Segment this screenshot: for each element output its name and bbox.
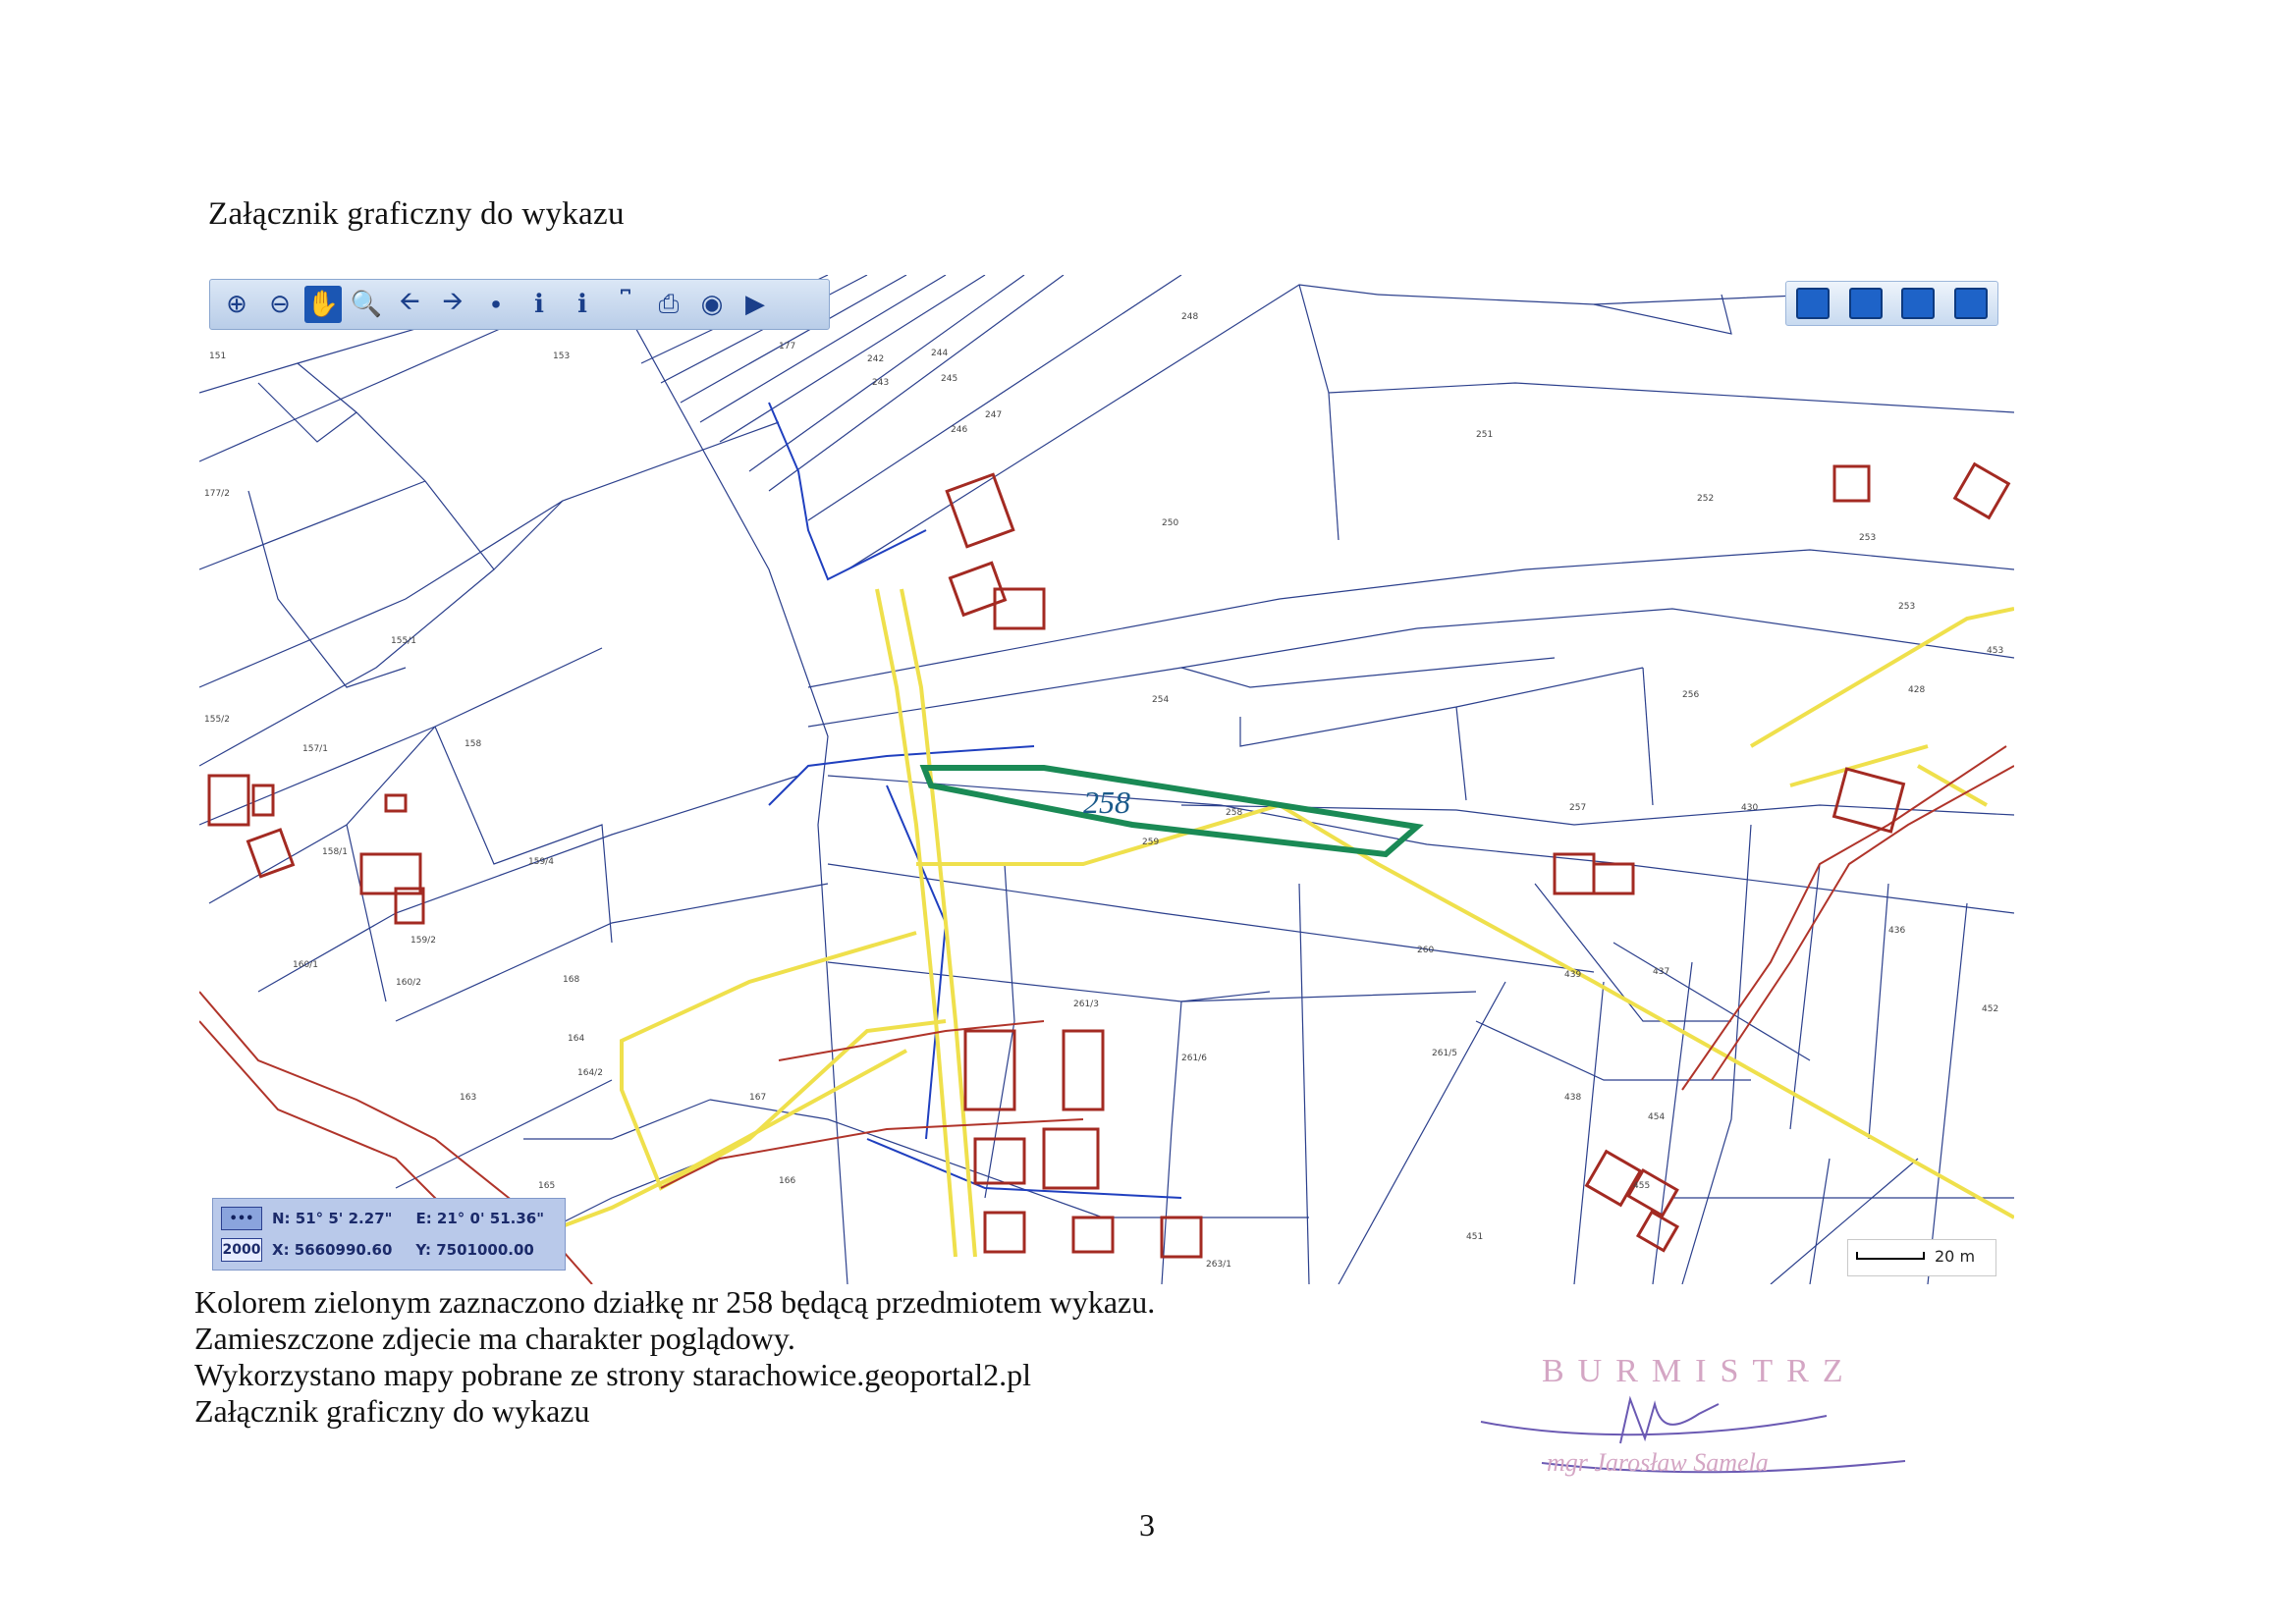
svg-text:439: 439 (1564, 970, 1582, 980)
svg-text:158: 158 (465, 739, 482, 749)
latitude-readout: N: 51° 5' 2.27" (272, 1210, 393, 1227)
scale-value[interactable]: 2000 (221, 1238, 262, 1262)
svg-text:242: 242 (867, 354, 885, 364)
svg-text:437: 437 (1653, 967, 1670, 977)
map-toolbar (209, 279, 830, 330)
scale-bar (1847, 1239, 1996, 1276)
svg-text:160/2: 160/2 (396, 978, 421, 988)
view-toolbar (1785, 281, 1998, 326)
buildings (209, 464, 2008, 1257)
view-layout-2-icon[interactable] (1849, 288, 1883, 319)
svg-text:157/1: 157/1 (302, 744, 328, 754)
forward-arrow-icon[interactable]: 🡪 (442, 287, 464, 316)
note-line: Załącznik graficzny do wykazu (194, 1393, 590, 1429)
back-arrow-icon[interactable]: 🡨 (399, 287, 420, 316)
scale-bar-label: 20 m (1935, 1247, 1976, 1266)
svg-text:259: 259 (1142, 838, 1160, 847)
svg-text:151: 151 (209, 352, 227, 361)
svg-text:159/4: 159/4 (528, 857, 554, 867)
svg-text:430: 430 (1741, 803, 1759, 813)
globe-icon[interactable]: ◉ (700, 290, 724, 319)
svg-text:245: 245 (941, 374, 958, 384)
svg-text:452: 452 (1982, 1004, 1999, 1014)
pan-hand-icon[interactable]: ✋ (304, 286, 342, 323)
svg-text:261/3: 261/3 (1073, 1000, 1099, 1009)
note-line: Wykorzystano mapy pobrane ze strony starachowice.geoportal2.pl (194, 1357, 1031, 1392)
svg-text:261/6: 261/6 (1181, 1054, 1207, 1063)
svg-text:253: 253 (1898, 602, 1916, 612)
svg-text:246: 246 (951, 425, 968, 435)
parcel-258-handwritten-label: 258 (1083, 784, 1130, 820)
svg-text:164: 164 (568, 1034, 585, 1044)
print-icon[interactable]: ⎙ (658, 289, 680, 319)
legend-icon[interactable]: ℹ (577, 290, 587, 319)
y-readout: Y: 7501000.00 (415, 1241, 534, 1259)
svg-text:251: 251 (1476, 430, 1494, 440)
view-layout-4-icon[interactable] (1954, 288, 1988, 319)
note-line: Kolorem zielonym zaznaczono działkę nr 258 będącą przedmiotem wykazu. (194, 1284, 1156, 1320)
notes (194, 1284, 1155, 1430)
cadastral-map[interactable] (199, 275, 2014, 1284)
coord-mode-icon[interactable]: ••• (221, 1207, 262, 1230)
svg-text:252: 252 (1697, 494, 1715, 504)
coordinates-panel (212, 1198, 566, 1271)
svg-text:167: 167 (749, 1093, 767, 1103)
svg-text:159/2: 159/2 (410, 936, 436, 946)
svg-text:248: 248 (1181, 312, 1199, 322)
svg-text:158/1: 158/1 (322, 847, 348, 857)
svg-text:258: 258 (1226, 808, 1243, 818)
svg-text:166: 166 (779, 1176, 796, 1186)
note-line: Zamieszczone zdjecie ma charakter poglądowy. (194, 1321, 795, 1356)
svg-text:177: 177 (779, 342, 796, 352)
zoom-window-icon[interactable]: 🔍 (350, 290, 383, 319)
svg-text:250: 250 (1162, 518, 1179, 528)
map-view[interactable] (199, 275, 2014, 1284)
svg-text:261/5: 261/5 (1432, 1049, 1457, 1058)
zoom-in-icon[interactable]: ⊕ (226, 290, 247, 319)
svg-text:254: 254 (1152, 695, 1170, 705)
road-lines (533, 589, 2014, 1257)
svg-text:455: 455 (1633, 1181, 1651, 1191)
longitude-readout: E: 21° 0' 51.36" (415, 1210, 545, 1227)
svg-text:454: 454 (1648, 1112, 1666, 1122)
svg-text:428: 428 (1908, 685, 1926, 695)
mayor-stamp (1473, 1345, 1935, 1492)
page-heading: Załącznik graficzny do wykazu (208, 196, 625, 232)
svg-text:160/1: 160/1 (293, 960, 318, 970)
svg-text:153: 153 (553, 352, 571, 361)
svg-text:263/1: 263/1 (1206, 1260, 1231, 1270)
stamp-title: BURMISTRZ (1542, 1353, 1857, 1389)
info-icon[interactable]: ℹ (534, 290, 544, 319)
svg-text:256: 256 (1682, 690, 1700, 700)
svg-text:164/2: 164/2 (577, 1068, 603, 1078)
svg-text:436: 436 (1888, 926, 1906, 936)
svg-text:168: 168 (563, 975, 580, 985)
svg-text:177/2: 177/2 (204, 489, 230, 499)
svg-text:243: 243 (872, 378, 890, 388)
svg-text:453: 453 (1987, 646, 2004, 656)
svg-text:438: 438 (1564, 1093, 1582, 1103)
view-export-icon[interactable] (1901, 288, 1935, 319)
scale-bar-graphic (1856, 1252, 1925, 1260)
svg-text:244: 244 (931, 349, 949, 358)
camera-icon[interactable]: ▶ (745, 290, 765, 319)
page-number: 3 (1139, 1507, 1155, 1542)
svg-text:163: 163 (460, 1093, 477, 1103)
svg-text:165: 165 (538, 1181, 556, 1191)
measure-icon[interactable]: ∙ (487, 290, 505, 319)
svg-text:253: 253 (1859, 533, 1877, 543)
svg-text:451: 451 (1466, 1232, 1484, 1242)
svg-text:155/1: 155/1 (391, 636, 416, 646)
svg-text:257: 257 (1569, 803, 1587, 813)
view-layout-1-icon[interactable] (1796, 288, 1830, 319)
x-readout: X: 5660990.60 (272, 1241, 393, 1259)
zoom-out-icon[interactable]: ⊖ (269, 290, 291, 319)
stamp-name: mgr Jarosław Samela (1547, 1448, 1769, 1477)
svg-text:260: 260 (1417, 946, 1435, 955)
svg-text:155/2: 155/2 (204, 715, 230, 725)
svg-text:247: 247 (985, 410, 1003, 420)
ruler-icon[interactable]: ⎴ (620, 289, 631, 319)
